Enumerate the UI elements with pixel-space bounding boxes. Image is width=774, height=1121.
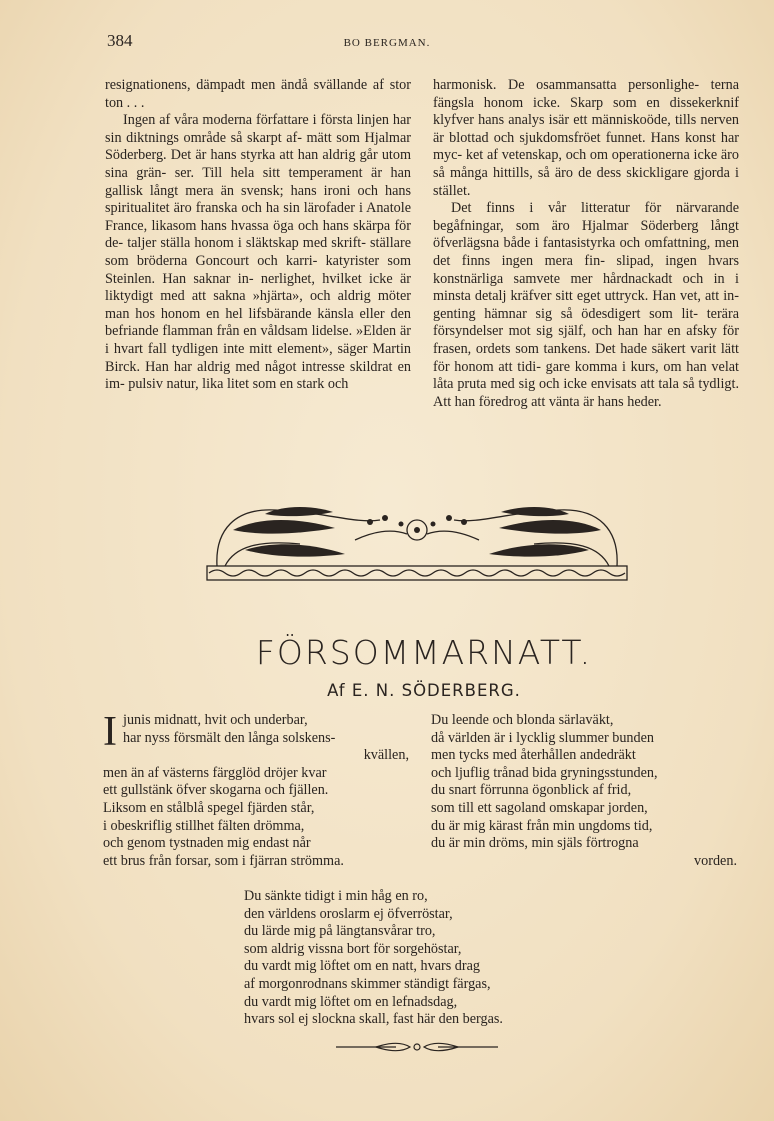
poem-line: du är min dröms, min själs förtrogna xyxy=(431,835,639,852)
poem-line: Du leende och blonda särlaväkt, xyxy=(431,712,614,728)
poem-line: i obeskriflig stillhet fälten drömma, xyxy=(103,817,305,834)
running-head: BO BERGMAN. xyxy=(343,37,431,49)
article-column-left xyxy=(105,77,411,394)
poem-line: af morgonrodnans skimmer ständigt färgas, xyxy=(244,975,491,992)
poem-line: Liksom en stålblå spegel fjärden står, xyxy=(103,799,315,816)
poem-line: vorden. xyxy=(694,852,737,869)
page-number: 384 xyxy=(107,31,133,50)
article-column-right xyxy=(433,77,739,411)
poem-line: du vardt mig löftet om en natt, hvars drag xyxy=(244,958,481,975)
poem-author: Af E. N. SÖDERBERG. xyxy=(327,681,521,700)
poem-line: kvällen, xyxy=(363,747,409,764)
poem-line: har nyss försmält den långa solskens- xyxy=(123,729,336,746)
poem-line: Du sänkte tidigt i min håg en ro, xyxy=(244,888,428,904)
poem-line: junis midnatt, hvit och underbar, xyxy=(123,712,308,728)
poem-stanza-2 xyxy=(431,712,737,870)
poem-line: som aldrig vissna bort för sorgehöstar, xyxy=(244,940,462,957)
poem-line: du snart förrunna ögonblick af frid, xyxy=(431,782,632,799)
tail-ornament-icon xyxy=(336,1040,498,1054)
poem-title: FÖRSOMMARNATT. xyxy=(255,633,593,672)
paragraph: Det finns i vår litteratur för närvarande begåfningar, som äro Hjalmar Söderberg långt öfverlägsna både i fantasistyrka och omfattning, men det finns ingen mera fin- slipad, ingen hvars konstnärliga samvete mer hårdnackadt och in i minsta detalj kräfver sitt eget uttryck. Han vet, att in- genting hämnar sig så ödesdigert som lit- terära försyndelser mot sig själf, och han har en afsky för frasen, ordets som tankens. Det hade säkert varit lätt för honom att tidi- gare komma i kurs, om han velat låta pruta med sig och icke envisats att tala så tydligt. Att han föredrog att vänta är hans heder. xyxy=(433,200,739,410)
poem-line: och genom tystnaden mig endast når xyxy=(103,835,311,852)
poem-line: som till ett sagoland omskapar jorden, xyxy=(431,799,648,816)
paragraph: resignationens, dämpadt men ändå svällande af stor ton . . . xyxy=(105,77,411,111)
poem-line: då världen är i lycklig slummer bunden xyxy=(431,729,654,746)
poem-line: men tycks med återhållen andedräkt xyxy=(431,747,636,764)
drop-cap: I xyxy=(103,709,117,755)
poem-line: du vardt mig löftet om en lefnadsdag, xyxy=(244,993,458,1010)
paragraph: harmonisk. De osammansatta personlighe- terna fängsla honom icke. Skarp som en dissekerknif klyfver hans analys isär ett människoöde, tills nerven är blottad och sjukdomsfröet funnet. Hans konst har myc- ket af vetenskap, och om operationerna icke äro så många hittills, så äro de dess skickligare gjorda i stället. xyxy=(433,77,739,199)
poem-stanza-3 xyxy=(244,888,599,1029)
poem-line: hvars sol ej slockna skall, fast här den bergas. xyxy=(244,1011,503,1028)
poem-stanza-1 xyxy=(103,709,409,870)
poem-line: men än af västerns färgglöd dröjer kvar xyxy=(103,764,327,781)
poem-line: du är mig kärast från min ungdoms tid, xyxy=(431,817,653,834)
floral-ornament-icon xyxy=(205,500,629,586)
poem-line: och ljuflig trånad bida gryningsstunden, xyxy=(431,764,658,781)
poem-line: den världens oroslarm ej öfverröstar, xyxy=(244,905,453,922)
poem-line: ett gullstänk öfver skogarna och fjällen. xyxy=(103,782,329,799)
paragraph: Ingen af våra moderna författare i första linjen har sin diktnings område så skarpt af- mätt som Hjalmar Söderberg. Det är hans styrka att han aldrig går utom sina grän- ser. Till hela sitt temperament är han gallisk långt mera än svensk; hans ironi och hans spiritualitet äro franska och ha sin lärofader i Anatole France, likasom hans hvassa öga och hans skärpa för de- taljer ställa honom i släktskap med skrift- ställare som bröderna Goncourt och karri- katyrister som Steinlen. Han saknar in- nerlighet, hvilket icke är liktydigt med att sakna »hjärta», och aldrig möter man hos honom en hel lifsbärande känsla eller den befriande flamman från en våldsam lidelse. »Elden är i hvart fall tydligen inte mitt element», säger Martin Birck. Han har aldrig med något intresse skildrat en im- pulsiv natur, lika litet som en stark och xyxy=(105,112,411,393)
poem-line: du lärde mig på längtansvårar tro, xyxy=(244,923,436,940)
poem-line: ett brus från forsar, som i fjärran strömma. xyxy=(103,852,344,869)
